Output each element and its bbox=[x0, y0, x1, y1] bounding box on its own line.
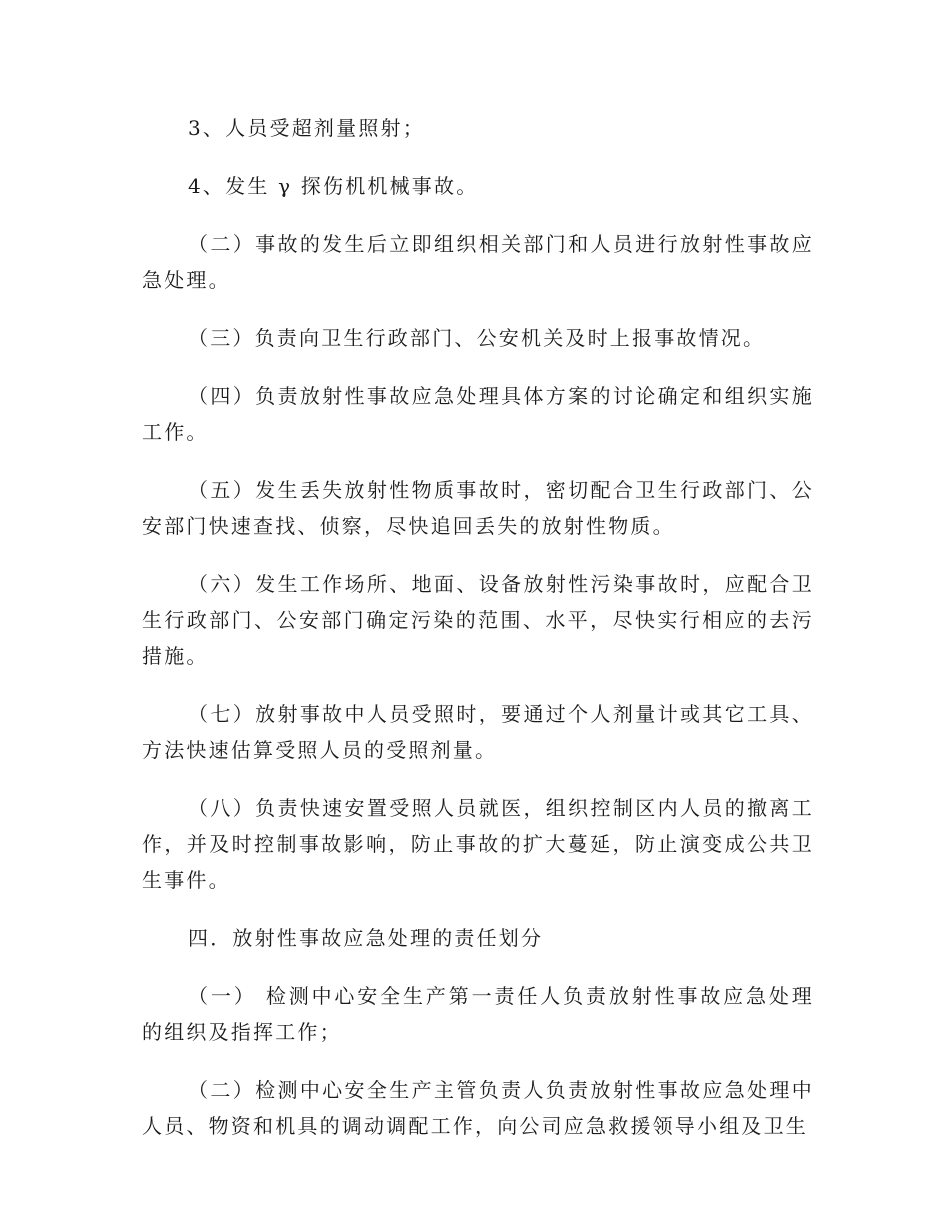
paragraph-section-7: （七）放射事故中人员受照时，要通过个人剂量计或其它工具、方法快速估算受照人员的受照剂量。 bbox=[142, 702, 814, 762]
paragraph-duty-2: （二）检测中心安全生产主管负责人负责放射性事故应急处理中人员、物资和机具的调动调配工作，向公司应急救援领导小组及卫生 bbox=[142, 1078, 814, 1138]
paragraph-item-4: 4、发生 γ 探伤机机械事故。 bbox=[188, 174, 479, 198]
paragraph-duty-1: （一） 检测中心安全生产第一责任人负责放射性事故应急处理的组织及指挥工作； bbox=[142, 984, 814, 1044]
paragraph-item-3: 3、人员受超剂量照射； bbox=[188, 116, 425, 140]
paragraph-section-2: （二）事故的发生后立即组织相关部门和人员进行放射性事故应急处理。 bbox=[142, 232, 814, 292]
paragraph-section-4: （四）负责放射性事故应急处理具体方案的讨论确定和组织实施工作。 bbox=[142, 384, 814, 444]
paragraph-section-6: （六）发生工作场所、地面、设备放射性污染事故时，应配合卫生行政部门、公安部门确定污染的范围、水平，尽快实行相应的去污措施。 bbox=[142, 572, 814, 668]
section-heading: 四．放射性事故应急处理的责任划分 bbox=[188, 926, 544, 950]
paragraph-section-3: （三）负责向卫生行政部门、公安机关及时上报事故情况。 bbox=[188, 326, 766, 350]
document-body bbox=[142, 110, 814, 1166]
paragraph-section-8: （八）负责快速安置受照人员就医，组织控制区内人员的撤离工作，并及时控制事故影响，防止事故的扩大蔓延，防止演变成公共卫生事件。 bbox=[142, 796, 814, 892]
paragraph-section-5: （五）发生丢失放射性物质事故时，密切配合卫生行政部门、公安部门快速查找、侦察，尽快追回丢失的放射性物质。 bbox=[142, 478, 814, 538]
